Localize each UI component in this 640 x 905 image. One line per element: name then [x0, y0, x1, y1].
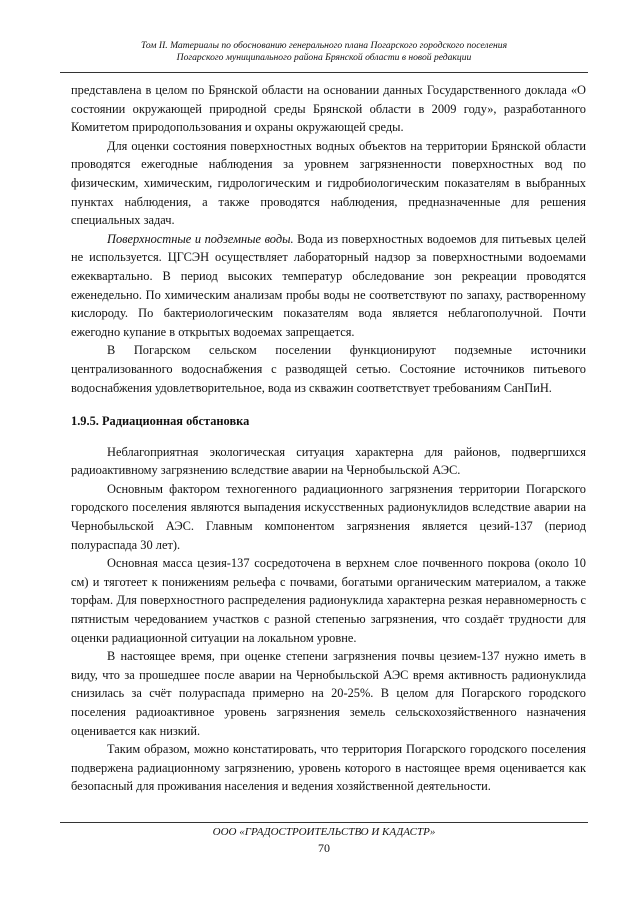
page-number: 70 — [318, 841, 330, 855]
page-header — [60, 40, 588, 64]
section-title: 1.9.5. Радиационная обстановка — [71, 414, 250, 429]
header-line-1: Том II. Материалы по обоснованию генерального плана Погарского городского поселения — [140, 40, 508, 51]
paragraph-radiation-factor: Основным фактором техногенного радиационного загрязнения территории Погарского городского поселения являются выпадения искусственных радионуклидов вследствие аварии на Чернобыльской АЭС. Главным компонентом загрязнения является цезий-137 (период полураспада 30 лет). — [71, 481, 586, 552]
footer-organization: ООО «ГРАДОСТРОИТЕЛЬСТВО И КАДАСТР» — [212, 826, 436, 838]
document-body — [71, 81, 586, 796]
paragraph-cesium-distribution: Основная масса цезия-137 сосредоточена в верхнем слое почвенного покрова (около 10 см) и тяготеет к понижениям рельефа с почвами, богатыми органическим материалом, а также торфам. Для поверхностного распределения радионуклида характерна резкая неравномерность с пятнистым чередованием участков с разной степенью загрязнения, что создаёт трудности для оценки радиационной ситуации на локальном уровне. — [71, 556, 586, 645]
paragraph-surface-water-monitoring: Для оценки состояния поверхностных водных объектов на территории Брянской области проводятся ежегодные наблюдения за уровнем загрязненности поверхностных вод по физическим, химическим, гидрологическим и гидробиологическим показателям в выбранных пунктах наблюдения, а также проводятся наблюдения, предназначенные для решения специальных задач. — [71, 138, 586, 228]
paragraph-text: Вода из поверхностных водоемов для питьевых целей не используется. ЦГСЭН осуществляет лабораторный надзор за поверхностными водоемами ежеквартально. В период высоких температур обследование зон рекреации проводятся еженедельно. По химическим анализам пробы воды не соответствуют по запаху, растворенному кислороду. По бактериологическим показателям вода является неблагополучной. Почти ежегодно купание в открытых водоемах запрещается. — [71, 231, 586, 339]
paragraph-surface-groundwater — [71, 230, 586, 342]
header-divider — [60, 72, 588, 73]
paragraph-continuation: представлена в целом по Брянской области на основании данных Государственного доклада «О состоянии окружающей природной среды Брянской области в 2009 году», разработанного Комитетом природопользования и охраны окружающей среды. — [71, 83, 586, 135]
header-line-2: Погарского муниципального района Брянской области в новой редакции — [176, 52, 472, 63]
paragraph-current-assessment: В настоящее время, при оценке степени загрязнения почвы цезием-137 нужно иметь в виду, что за прошедшее после аварии на Чернобыльской АЭС время активность радионуклида снизилась за счёт полураспада примерно на 20-25%. В целом для Погарского городского поселения радиоактивное уровень загрязнения земель сельскохозяйственного назначения оценивается как низкий. — [71, 649, 586, 738]
paragraph-lead-in: Поверхностные и подземные воды. — [107, 231, 294, 246]
paragraph-radiation-intro: Неблагоприятная экологическая ситуация характерна для районов, подвергшихся радиоактивному загрязнению вследствие аварии на Чернобыльской АЭС. — [71, 444, 586, 478]
paragraph-water-supply: В Погарском сельском поселении функционируют подземные источники централизованного водоснабжения с разводящей сетью. Состояние источников питьевого водоснабжения удовлетворительное, вода из скважин соответствует требованиям СанПиН. — [71, 343, 586, 395]
paragraph-conclusion: Таким образом, можно констатировать, что территория Погарского городского поселения подвержена радиационному загрязнению, уровень которого в настоящее время оценивается как безопасный для проживания населения и ведения хозяйственной деятельности. — [71, 742, 586, 794]
footer-divider — [60, 822, 588, 823]
